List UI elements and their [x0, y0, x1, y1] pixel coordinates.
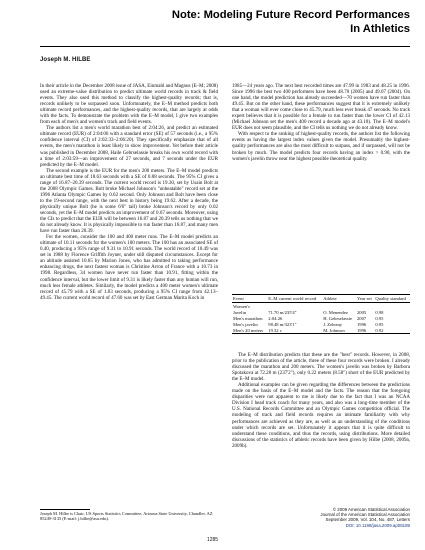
table-header: Event — [233, 296, 244, 301]
table-cell: 2007 — [357, 315, 367, 321]
table-cell: 19.32 s — [268, 327, 282, 333]
title-line-1: Note: Modeling Future Record Performances — [171, 9, 410, 21]
table-section-label: Women's — [233, 303, 250, 309]
left-paragraph: The authors list a men's world marathon best of 2:04:26, and predict an estimated ultimate record (EUR) of 2:04:06 with a standard error (SE) of 57 seconds (i.e., a 95% confidence interval (CI) of 2:02:33–2:06:20). They specifically emphasize that of all events, the men's marathon is least likely to show improvement. Yet before their article was published in December 2008, Haile Gebrselassie breaks his own world record with a time of 2:03:59—an improvement of 27 seconds, and 7 seconds under the EUR predicted by the E–M model. — [40, 125, 218, 168]
right-column-top — [232, 83, 410, 162]
journal-issue: September 2009, Vol. 104, No. 487, Letters — [325, 517, 410, 523]
title-rule — [40, 46, 410, 47]
journal-info — [300, 507, 410, 528]
table-cell: 98.48 m/323'1" — [268, 321, 297, 327]
right-paragraph: The E–M distribution predicts that these are the "best" records. However, in 2008, prior to the publication of the article, three of these four records were broken. I already discussed the marathon and 200 meters. The women's javelin was broken by Barbora Spotakova at 72.28 m (237'2"), only 0.22 meters (8.58") short of the EUR predicted by the E–M model. — [232, 352, 410, 383]
left-column — [40, 83, 218, 301]
right-paragraph: Additional examples can be given regarding the differences between the predictions made on the basis of the E–M model and the facts. The reason that the foregoing disparities were not apparent to me is likely due to the fact that I was an NCAA Division I head track coach for many years, and also was a long-time member of the U.S. National Records Committee and an Olympic Games competition official. The modeling of track and field records requires an intimate familiarity with why performances are achieved as they are, as well as an understanding of the conditions under which records are set. Unfortunately it appears that it is quite difficult to understand these conditions, and thus the records, using distributions. More detailed discussions of the statistics of athletic records have been given by Hilbe (2008, 2009a, 2009b). — [232, 382, 410, 449]
table-cell: J. Zelezny — [323, 321, 343, 327]
table-cell: 71.70 m/235'4" — [268, 309, 297, 315]
footnote-rule — [40, 509, 90, 510]
table-cell: 1996 — [357, 327, 367, 333]
table-cell: 0.95 — [375, 315, 384, 321]
right-paragraph: With respect to the ranking of highest-quality records, the authors list the following events as having the largest index values given the model. Presumably the highest-quality performances are also the most difficult to surpass, and if surpassed, will not be broken by much. The model predicts four records having an index > 0.90, with the women's javelin throw near the highest possible theoretical quality. — [232, 131, 410, 162]
left-paragraph: For the women, consider the 100 and 400 meter runs. The E–M model predicts an ultimate of 10.11 seconds for the women's 100 meters. The 100 has an associated SE of 0.40, producing a 95% range of 9.31 to 10.91 seconds. The world record of 10.49 was set in 1988 by Florence Griffith Joyner, under still disputed circumstances. Except for an altitude assisted 10.65 by Marion Jones, who has admitted to taking performance enhancing drugs, the next fastest woman is Christine Arron of France with a 10.73 in 1998. Regardless, 34 women have never run faster than 10.91, fitting within the confidence interval, but the lower limit of 9.31 is likely faster than any human will run, much less female athletes. Similarly, the model predicts a 400 meter women's ultimate record of 45.79 with a SE of 1.83 seconds, producing a 95% CI range from 42.13–49.45. The current world record of 47.60 was set by East German Marita Koch in — [40, 234, 218, 301]
table-header-row — [232, 295, 410, 303]
table-cell: Men's 20 meters — [233, 327, 264, 333]
table-header: Year set — [357, 296, 372, 301]
left-paragraph: The second example is the EUR for the men's 200 meters. The E–M model predicts an ultimate best time of 18.63 seconds with a SE of 0.88 seconds. The 95% CI gives a range of 16.87–20.39 seconds. The current world record is 19.30, set by Usain Bolt at the 2008 Olympic Games. Bolt broke Michael Johnson's "unbeatable" record set at the 1996 Atlanta Olympic Games by 0.02 second. Only Johnson and Bolt have been close to the 19-second range, with the next best in history being 19.62. After a decade, the physically unique Bolt (he is some 6'6" tall) broke Johnson's record by only 0.02 seconds, yet the E–M model predicts an improvement of 0.67 seconds. Moreover, using the CIs to predict that the EUR will be between 16.87 and 20.39 tells us nothing that we do not already know. It is physically impossible to run faster than 16.87, and many men have run faster than 20.39. — [40, 167, 218, 235]
journal-copyright: © 2009 American Statistical Association — [332, 507, 410, 512]
table-cell: Men's javelin — [233, 321, 258, 327]
right-paragraph: 1985—24 years ago. The next best recorded times are 47.99 in 1983 and 48.25 in 1996. Since 1996 the best two 400 performers have been 48.70 (2005) and 49.07 (2004). On one hand, the model prediction has already succeeded—70 women have run faster than 49.45. But on the other hand, these performances suggest that it is extremely unlikely that a woman will ever come close to 45.79, much less ever break 47 seconds. No track expert believes that it is possible for a female to run faster than the lower CI of 42.13 (Michael Johnson set the men's 400 record a decade ago at 43.18). The E–M model's EUR does not seem plausible, and the CI tells us nothing we do not already know. — [232, 83, 410, 132]
table-cell: M. Johnson — [323, 327, 345, 333]
table-cell: 0.92 — [375, 327, 384, 333]
table-cell: 1996 — [357, 321, 367, 327]
article-title — [60, 8, 410, 36]
left-paragraph: In their article in the December 2008 issue of JASA, Einmahl and Magnus (E–M; 2008) used an extreme-value distribution to predict ultimate world records in track & field events. They also used this method to classify the highest-quality records; that is, records unlikely to be surpassed soon. Unfortunately, the E–M method predicts both ultimate record performances, and the highest-quality records, that are largely at odds with the facts. To demonstrate the problem with the E–M model, I give two examples from each of men's and women's track and field events. — [40, 83, 218, 126]
table-cell: Javelin — [233, 309, 247, 315]
table-cell: 2:04:26 — [268, 315, 283, 321]
table-cell: O. Menendez — [323, 309, 348, 315]
table-cell: 0.95 — [375, 321, 384, 327]
page-number: 1285 — [206, 537, 219, 543]
records-table — [232, 294, 410, 334]
author-name: Joseph M. HILBE — [40, 57, 91, 63]
right-column-bottom — [232, 352, 410, 449]
author-footnote: Joseph M. Hilbe is Chair, US Sports Statistics Committee, Arizona State University, Chandler, AZ 85249-3135 (E-mail: j.hilbe@asu.edu). — [40, 511, 213, 522]
table-header: E–M current world record — [268, 296, 317, 301]
table-row — [232, 327, 410, 333]
journal-name: Journal of the American Statistical Association — [320, 512, 410, 518]
table-header: Athlete — [323, 296, 337, 301]
table-header: Quality standard — [375, 296, 406, 301]
table-cell: H. Gebrselassie — [323, 315, 353, 321]
table-cell: Men's marathon — [233, 315, 263, 321]
title-line-2: In Athletics — [350, 23, 410, 35]
table-cell: 0.98 — [375, 309, 384, 315]
table-cell: 2005 — [357, 309, 367, 315]
journal-doi-link[interactable]: DOI: 10.1198/jasa.2009.ap08189 — [345, 522, 410, 528]
